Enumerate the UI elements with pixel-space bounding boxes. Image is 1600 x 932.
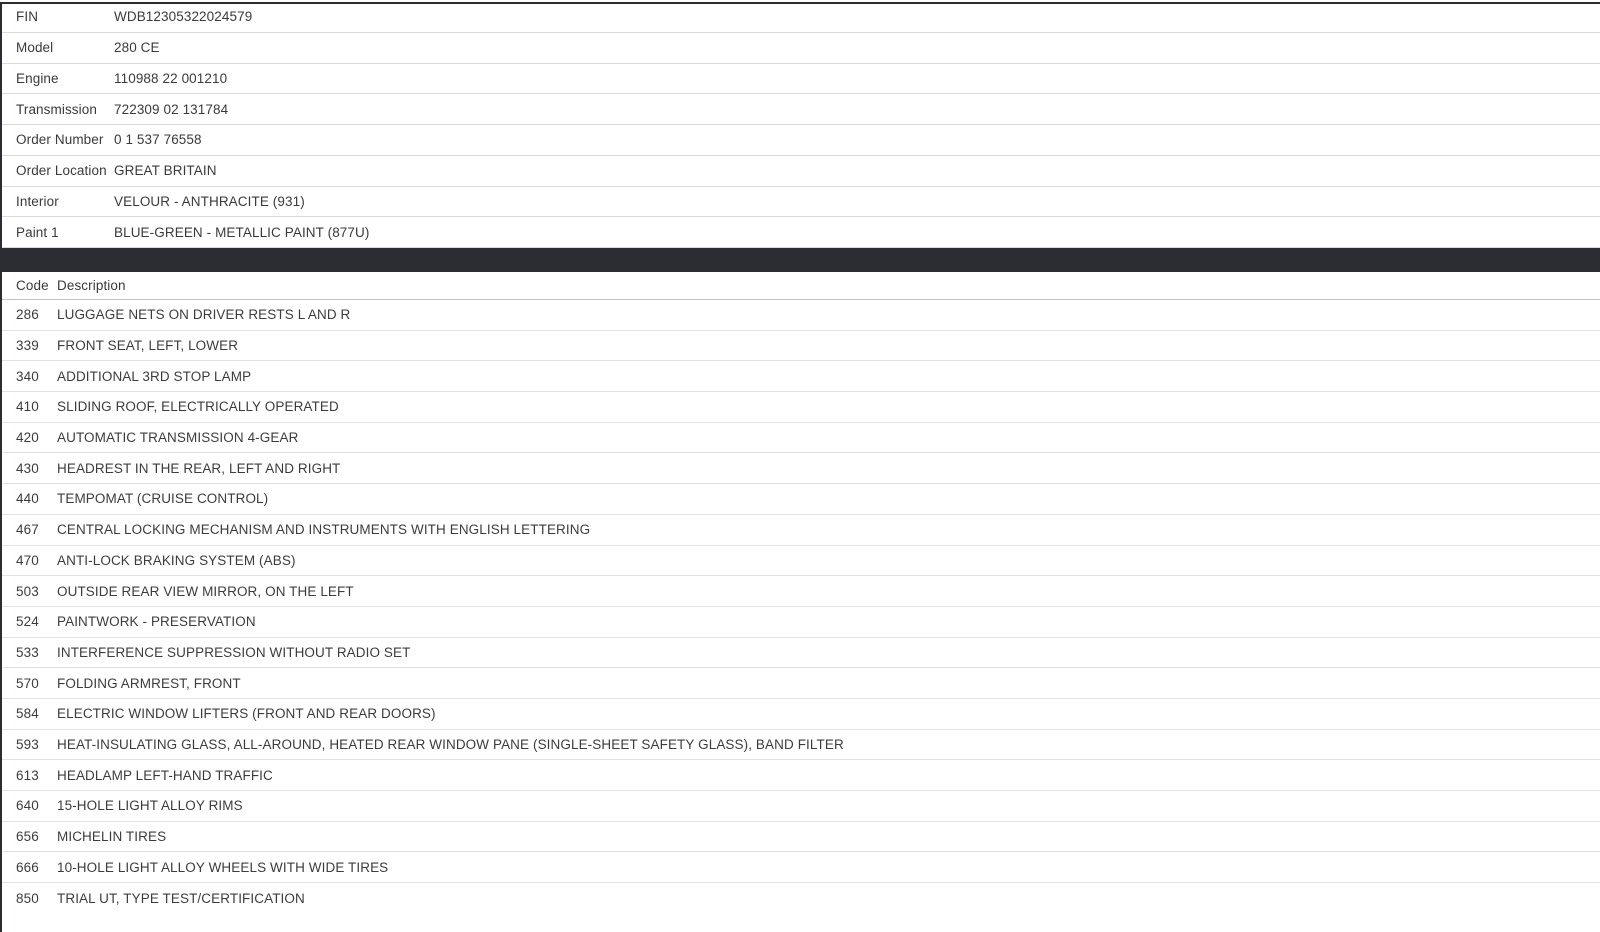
option-description: FOLDING ARMREST, FRONT [57,675,241,691]
field-value: GREAT BRITAIN [114,163,217,179]
option-description: MICHELIN TIRES [57,829,167,845]
option-code: 850 [16,890,39,906]
field-value: VELOUR - ANTHRACITE (931) [114,193,305,209]
section-divider-bar [0,248,1600,272]
option-description: HEAT-INSULATING GLASS, ALL-AROUND, HEATED REAR WINDOW PANE (SINGLE-SHEET SAFETY GLASS), BAND FILTER [57,736,844,752]
field-value: 722309 02 131784 [114,101,229,117]
table-row [0,546,1600,577]
option-description: 10-HOLE LIGHT ALLOY WHEELS WITH WIDE TIRES [57,859,389,875]
table-row [0,760,1600,791]
table-row [0,699,1600,730]
option-code: 640 [16,798,39,814]
option-code: 533 [16,644,39,660]
field-label: Transmission [16,101,97,117]
option-description: INTERFERENCE SUPPRESSION WITHOUT RADIO SET [57,644,411,660]
table-row [0,852,1600,883]
field-label: Model [16,40,54,56]
option-codes-rows [0,300,1600,914]
option-codes-table [0,272,1600,914]
table-top-border [0,2,1600,4]
option-code: 470 [16,552,39,568]
table-row [0,607,1600,638]
option-code: 570 [16,675,39,691]
option-code: 613 [16,767,39,783]
option-code: 440 [16,491,39,507]
option-description: ELECTRIC WINDOW LIFTERS (FRONT AND REAR DOORS) [57,706,436,722]
field-value: BLUE-GREEN - METALLIC PAINT (877U) [114,224,370,240]
vehicle-info-row [0,156,1600,187]
option-description: AUTOMATIC TRANSMISSION 4-GEAR [57,430,299,446]
table-row [0,453,1600,484]
table-row [0,822,1600,853]
field-label: Order Location [16,163,107,179]
option-description: 15-HOLE LIGHT ALLOY RIMS [57,798,243,814]
option-code: 584 [16,706,39,722]
option-code: 593 [16,736,39,752]
field-value: 0 1 537 76558 [114,132,202,148]
option-code: 286 [16,307,39,323]
vehicle-info-row [0,187,1600,218]
field-label: Paint 1 [16,224,59,240]
window-left-edge [0,2,2,932]
table-row [0,668,1600,699]
option-code: 339 [16,338,39,354]
table-row [0,331,1600,362]
field-value: WDB12305322024579 [114,9,253,25]
field-label: Engine [16,70,59,86]
option-code: 524 [16,614,39,630]
option-description: HEADREST IN THE REAR, LEFT AND RIGHT [57,460,341,476]
vehicle-info-row [0,64,1600,95]
table-row [0,392,1600,423]
description-column-header: Description [57,278,126,293]
option-description: CENTRAL LOCKING MECHANISM AND INSTRUMENTS WITH ENGLISH LETTERING [57,522,591,538]
table-row [0,638,1600,669]
option-description: TEMPOMAT (CRUISE CONTROL) [57,491,269,507]
option-description: OUTSIDE REAR VIEW MIRROR, ON THE LEFT [57,583,354,599]
option-code: 656 [16,829,39,845]
vehicle-info-row [0,33,1600,64]
table-row [0,423,1600,454]
table-row [0,576,1600,607]
field-label: Order Number [16,132,104,148]
option-code: 420 [16,430,39,446]
option-description: FRONT SEAT, LEFT, LOWER [57,338,239,354]
option-code: 410 [16,399,39,415]
table-row [0,883,1600,914]
vehicle-info-row [0,94,1600,125]
table-row [0,361,1600,392]
option-code: 503 [16,583,39,599]
field-value: 110988 22 001210 [114,70,228,86]
vehicle-info-row [0,2,1600,33]
option-description: SLIDING ROOF, ELECTRICALLY OPERATED [57,399,339,415]
field-label: Interior [16,193,59,209]
option-description: ANTI-LOCK BRAKING SYSTEM (ABS) [57,552,296,568]
option-description: ADDITIONAL 3RD STOP LAMP [57,368,252,384]
table-row [0,515,1600,546]
table-row [0,484,1600,515]
code-column-header: Code [16,278,49,293]
field-label: FIN [16,9,39,25]
vehicle-info-row [0,125,1600,156]
table-row [0,730,1600,761]
table-row [0,300,1600,331]
option-description: HEADLAMP LEFT-HAND TRAFFIC [57,767,273,783]
option-description: PAINTWORK - PRESERVATION [57,614,256,630]
vehicle-info-row [0,217,1600,248]
option-code: 430 [16,460,39,476]
option-code: 467 [16,522,39,538]
table-row [0,791,1600,822]
field-value: 280 CE [114,40,160,56]
vehicle-info-table [0,2,1600,248]
option-description: TRIAL UT, TYPE TEST/CERTIFICATION [57,890,305,906]
option-code: 340 [16,368,39,384]
option-codes-header-row [0,272,1600,300]
option-code: 666 [16,859,39,875]
option-description: LUGGAGE NETS ON DRIVER RESTS L AND R [57,307,351,323]
